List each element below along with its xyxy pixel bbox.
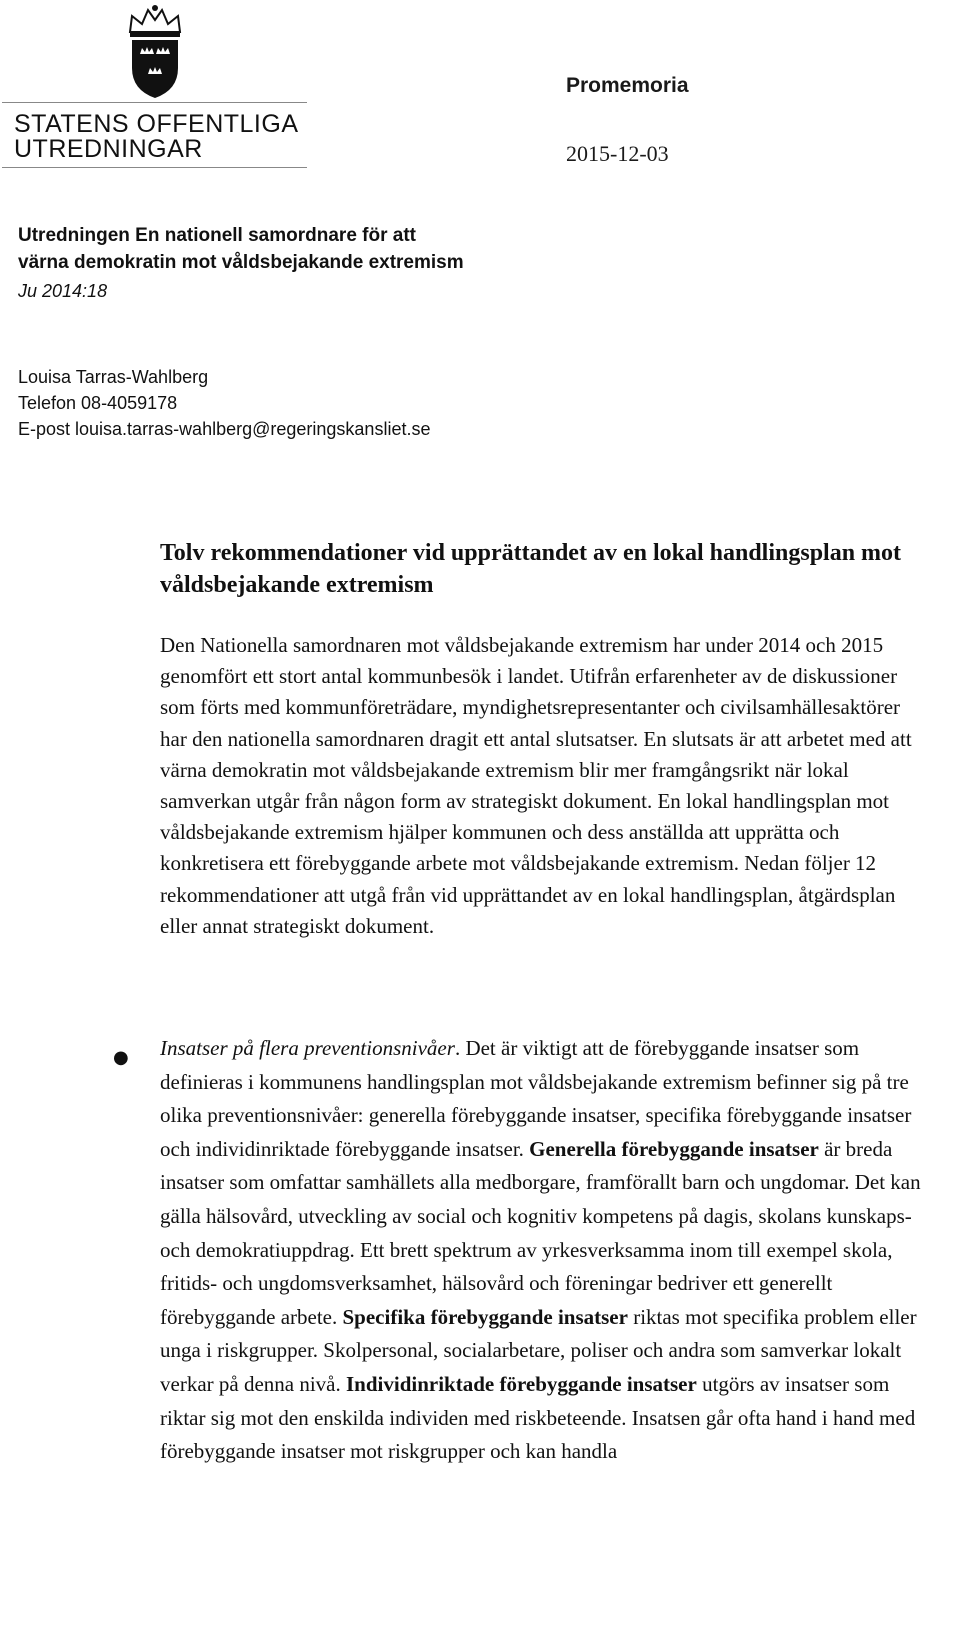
recommendation-item: [160, 1032, 935, 1469]
logo-text-line1: STATENS OFFENTLIGA: [14, 110, 299, 138]
logo-divider-bottom: [2, 167, 307, 168]
recommendation-text: riktas mot specifika problem eller unga i riskgrupper. Skolpersonal, socialarbetare, poliser och andra som samverkar lokalt verkar på denna nivå.: [160, 1304, 917, 1396]
recommendation-text: . Det är viktigt att de förebyggande insatser som definieras i kommunens handlingsplan mot våldsbejakande extremism befinner sig på tre olika preventionsnivåer: generella förebyggande insatser, specifika förebyggande insatser och individinriktade förebyggande insatser.: [160, 1036, 912, 1161]
bullet-icon: ●: [113, 1047, 129, 1068]
term-individinriktade: Individinriktade förebyggande insatser: [346, 1371, 697, 1396]
term-generella: Generella förebyggande insatser: [529, 1136, 819, 1161]
recommendation-text: utgörs av insatser som riktar sig mot den enskilda individen med riskbeteende. Insatsen går ofta hand i hand med förebyggande insatser mot riskgrupper och kan handla: [160, 1371, 916, 1464]
contact-block: [18, 364, 430, 442]
contact-email: E-post louisa.tarras-wahlberg@regeringskansliet.se: [18, 419, 431, 439]
document-type: Promemoria: [566, 74, 689, 97]
logo-text-line2: UTREDNINGAR: [14, 135, 203, 163]
logo-divider: [2, 102, 307, 103]
contact-name: Louisa Tarras-Wahlberg: [18, 367, 209, 387]
organisation-name-line2: värna demokratin mot våldsbejakande extremism: [18, 252, 464, 273]
sender-organisation: [18, 222, 464, 305]
intro-paragraph: Den Nationella samordnaren mot våldsbejakande extremism har under 2014 och 2015 genomfört ett stort antal kommunbesök i landet. Utifrån erfarenheter av de diskussioner som förts med kommunföreträdare, myndighetsrepresentanter och civilsamhällesaktörer har den nationella samordnaren dragit ett antal slutsatser. En slutsats är att arbetet med att värna demokratin mot våldsbejakande extremism blir mer framgångsrikt när lokal samverkan utgår från någon form av strategiskt dokument. En lokal handlingsplan mot våldsbejakande extremism hjälper kommunen och dess anställda att upprätta och konkretisera ett förebyggande arbete mot våldsbejakande extremism. Nedan följer 12 rekommendationer att utgå från vid upprättandet av en lokal handlingsplan, åtgärdsplan eller annat strategiskt dokument.: [160, 633, 912, 938]
logo: [2, 0, 307, 175]
memo-title: Tolv rekommendationer vid upprättandet av en lokal handlingsplan mot våldsbejakande extremism: [160, 540, 902, 598]
document-date: 2015-12-03: [566, 141, 669, 166]
organisation-name-line1: Utredningen En nationell samordnare för att: [18, 225, 416, 246]
recommendation-heading: Insatser på flera preventionsnivåer: [160, 1036, 455, 1060]
reference-number: Ju 2014:18: [18, 281, 108, 301]
crown-shield-icon: [120, 2, 190, 102]
term-specifika: Specifika förebyggande insatser: [342, 1304, 628, 1329]
recommendation-text: är breda insatser som omfattar samhällets alla medborgare, framförallt barn och ungdomar. Det kan gälla hälsovård, utveckling av social och kognitiv kompetens på dagis, skolans kunskaps- och demokratiuppdrag. Ett brett spektrum av yrkesverksamma inom till exempel skola, fritids- och ungdomsverksamhet, hälsovård och föreningar bedriver ett generellt förebyggande arbete.: [160, 1136, 921, 1329]
contact-phone: Telefon 08-4059178: [18, 393, 178, 413]
